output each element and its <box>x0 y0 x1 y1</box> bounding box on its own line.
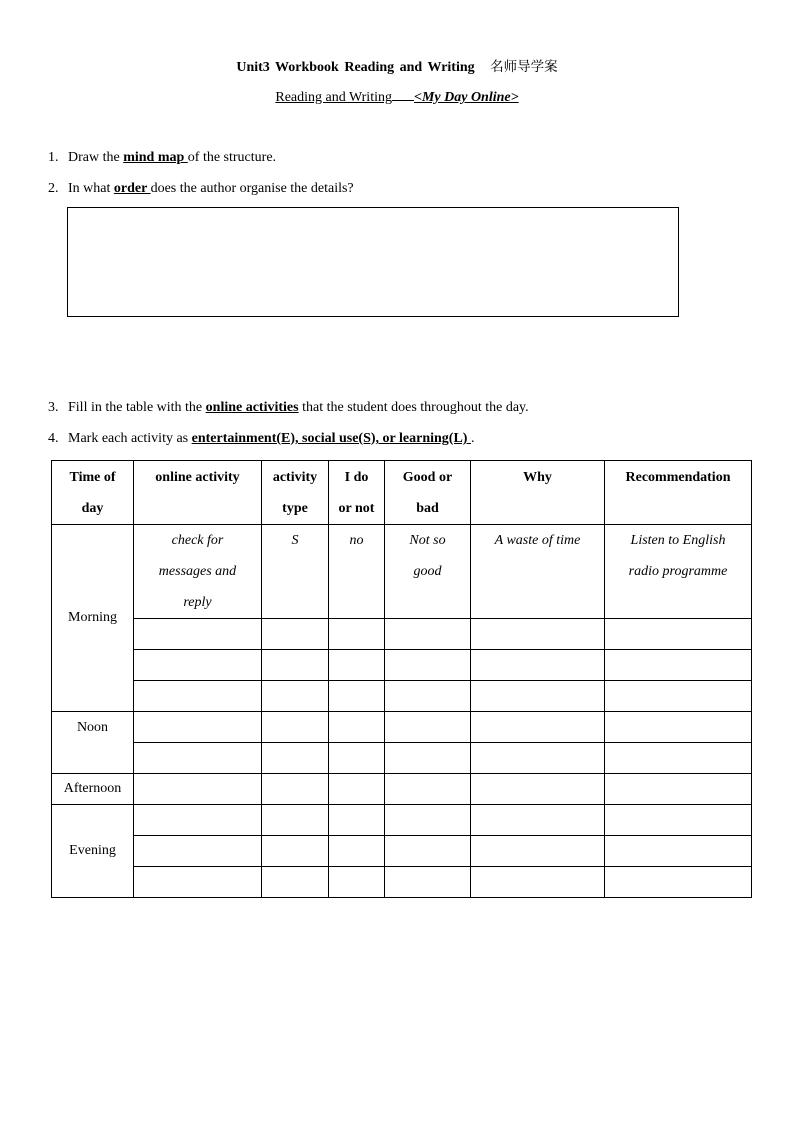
header-line: online activity <box>155 470 240 485</box>
empty-cell[interactable] <box>385 712 471 743</box>
header-type <box>262 461 329 525</box>
header-line: Good or <box>402 470 453 485</box>
question-text: that the student does throughout the day. <box>298 400 529 415</box>
question-text: In what <box>68 181 114 196</box>
subtitle <box>0 88 794 106</box>
empty-cell[interactable] <box>385 681 471 712</box>
answer-box[interactable] <box>67 207 679 317</box>
example-line: messages and <box>158 564 237 579</box>
empty-cell[interactable] <box>134 743 262 774</box>
header-activity <box>134 461 262 525</box>
empty-cell[interactable] <box>605 712 752 743</box>
empty-cell[interactable] <box>329 774 385 805</box>
empty-cell[interactable] <box>385 805 471 836</box>
header-line: or not <box>338 501 375 516</box>
question-4 <box>48 431 474 447</box>
example-line: reply <box>183 595 212 610</box>
empty-cell[interactable] <box>262 743 329 774</box>
question-keyword: order <box>113 181 151 196</box>
table-row <box>52 681 752 712</box>
header-good <box>385 461 471 525</box>
table-row <box>52 525 752 619</box>
question-number: 3. <box>48 400 59 415</box>
empty-cell[interactable] <box>262 619 329 650</box>
empty-cell[interactable] <box>329 836 385 867</box>
header-time <box>52 461 134 525</box>
empty-cell[interactable] <box>385 836 471 867</box>
table-row <box>52 774 752 805</box>
question-text: of the structure. <box>187 150 277 165</box>
empty-cell[interactable] <box>471 681 605 712</box>
empty-cell[interactable] <box>329 650 385 681</box>
question-text: Mark each activity as <box>68 431 192 446</box>
empty-cell[interactable] <box>329 867 385 898</box>
empty-cell[interactable] <box>329 712 385 743</box>
empty-cell[interactable] <box>134 836 262 867</box>
empty-cell[interactable] <box>605 836 752 867</box>
table-row <box>52 619 752 650</box>
question-text: . <box>470 431 475 446</box>
empty-cell[interactable] <box>385 650 471 681</box>
empty-cell[interactable] <box>385 743 471 774</box>
period-noon: Noon <box>52 712 134 774</box>
empty-cell[interactable] <box>605 681 752 712</box>
header-line: day <box>81 501 104 516</box>
empty-cell[interactable] <box>262 774 329 805</box>
table-row <box>52 836 752 867</box>
period-evening: Evening <box>52 805 134 898</box>
empty-cell[interactable] <box>471 836 605 867</box>
empty-cell[interactable] <box>329 681 385 712</box>
example-recommendation <box>605 525 752 619</box>
activity-table <box>51 460 752 898</box>
example-line: radio programme <box>628 564 728 579</box>
header-line: Time of <box>69 470 116 485</box>
example-line: Not so <box>409 533 446 548</box>
empty-cell[interactable] <box>134 712 262 743</box>
empty-cell[interactable] <box>605 619 752 650</box>
example-activity <box>134 525 262 619</box>
question-number: 4. <box>48 431 59 446</box>
empty-cell[interactable] <box>605 805 752 836</box>
empty-cell[interactable] <box>262 867 329 898</box>
subtitle-prefix: Reading and Writing <box>275 90 392 105</box>
header-line: activity <box>272 470 318 485</box>
subtitle-topic: <My Day Online> <box>413 90 519 105</box>
empty-cell[interactable] <box>605 867 752 898</box>
question-text: Draw the <box>68 150 124 165</box>
empty-cell[interactable] <box>262 681 329 712</box>
empty-cell[interactable] <box>471 774 605 805</box>
title-cn: 名师导学案 <box>490 59 558 75</box>
question-1 <box>48 150 276 166</box>
example-why: A waste of time <box>471 525 605 619</box>
question-keyword: mind map <box>123 150 188 165</box>
question-3 <box>48 400 529 416</box>
table-header-row <box>52 461 752 525</box>
empty-cell[interactable] <box>262 650 329 681</box>
table-row <box>52 712 752 743</box>
empty-cell[interactable] <box>385 867 471 898</box>
empty-cell[interactable] <box>134 650 262 681</box>
header-line: bad <box>416 501 439 516</box>
question-text: Fill in the table with the <box>68 400 206 415</box>
empty-cell[interactable] <box>262 712 329 743</box>
empty-cell[interactable] <box>385 774 471 805</box>
example-type: S <box>262 525 329 619</box>
header-line: type <box>282 501 308 516</box>
empty-cell[interactable] <box>471 712 605 743</box>
header-line: Recommendation <box>625 470 731 485</box>
empty-cell[interactable] <box>471 619 605 650</box>
table-row <box>52 805 752 836</box>
table-row <box>52 650 752 681</box>
empty-cell[interactable] <box>605 743 752 774</box>
empty-cell[interactable] <box>605 650 752 681</box>
example-do: no <box>329 525 385 619</box>
header-recommendation <box>605 461 752 525</box>
empty-cell[interactable] <box>471 650 605 681</box>
page-title <box>0 55 794 76</box>
empty-cell[interactable] <box>134 774 262 805</box>
table-row <box>52 867 752 898</box>
table-row <box>52 743 752 774</box>
question-number: 1. <box>48 150 59 165</box>
example-line: check for <box>171 533 224 548</box>
header-do <box>329 461 385 525</box>
empty-cell[interactable] <box>605 774 752 805</box>
empty-cell[interactable] <box>329 743 385 774</box>
empty-cell[interactable] <box>385 619 471 650</box>
period-morning: Morning <box>52 525 134 712</box>
example-good <box>385 525 471 619</box>
empty-cell[interactable] <box>134 867 262 898</box>
header-why <box>471 461 605 525</box>
example-line: good <box>413 564 442 579</box>
empty-cell[interactable] <box>134 681 262 712</box>
empty-cell[interactable] <box>329 619 385 650</box>
empty-cell[interactable] <box>471 743 605 774</box>
period-afternoon: Afternoon <box>52 774 134 805</box>
empty-cell[interactable] <box>471 805 605 836</box>
empty-cell[interactable] <box>471 867 605 898</box>
title-text: Unit3 Workbook Reading and Writing <box>236 60 475 75</box>
question-text: does the author organise the details? <box>150 181 354 196</box>
empty-cell[interactable] <box>262 805 329 836</box>
question-2 <box>48 181 354 197</box>
example-line: Listen to English <box>630 533 726 548</box>
subtitle-gap <box>392 88 414 101</box>
question-number: 2. <box>48 181 59 196</box>
empty-cell[interactable] <box>134 805 262 836</box>
empty-cell[interactable] <box>262 836 329 867</box>
question-keyword: entertainment(E), social use(S), or learning(L) <box>191 431 471 446</box>
header-line: I do <box>344 470 369 485</box>
empty-cell[interactable] <box>134 619 262 650</box>
header-line: Why <box>523 470 552 485</box>
question-keyword: online activities <box>205 400 299 415</box>
empty-cell[interactable] <box>329 805 385 836</box>
